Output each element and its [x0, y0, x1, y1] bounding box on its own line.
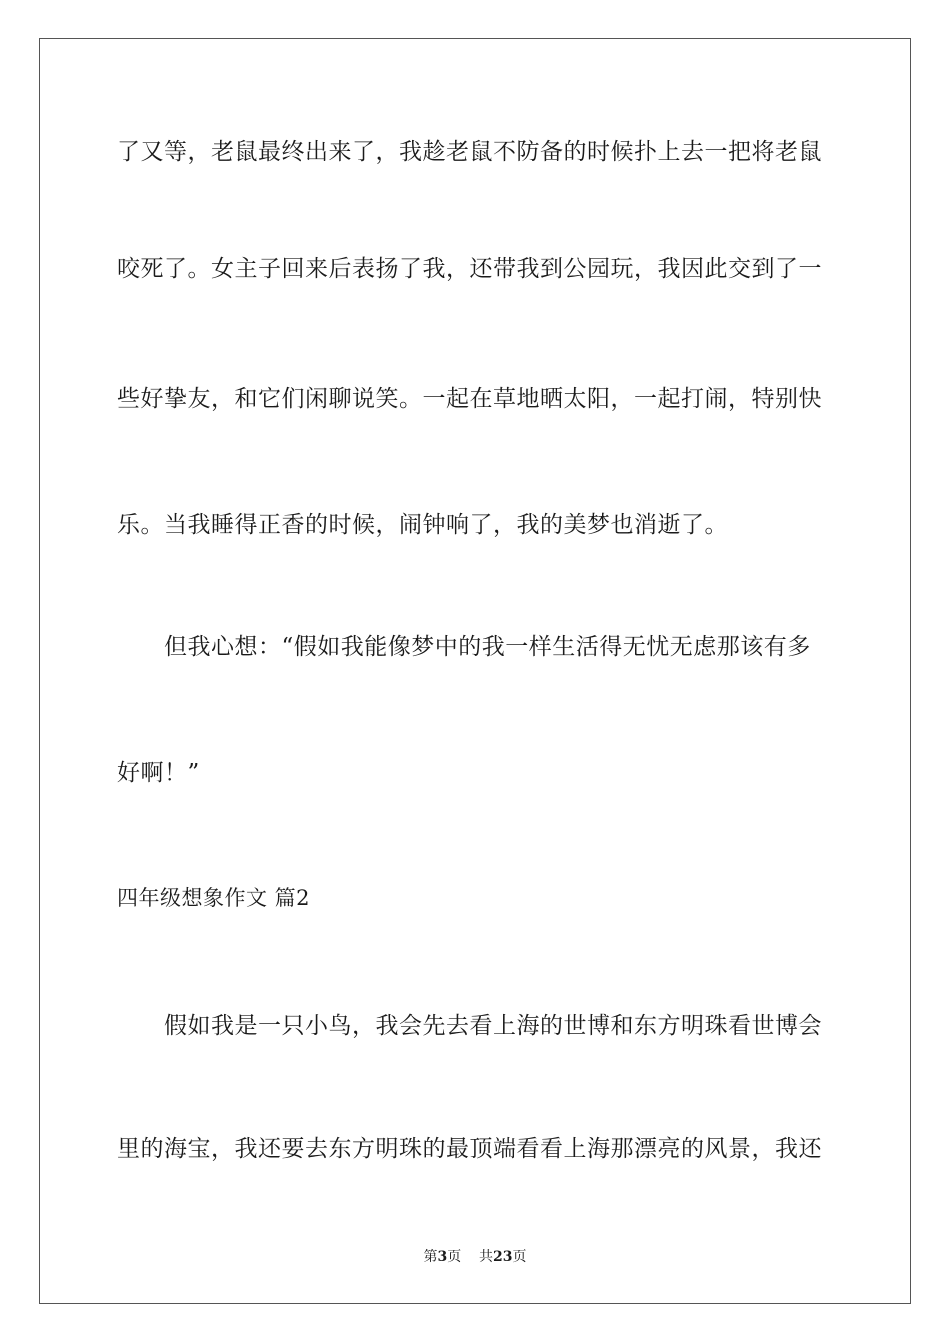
paragraph-line: 里的海宝，我还要去东方明珠的最顶端看看上海那漂亮的风景，我还 [117, 1136, 822, 1162]
page-footer [0, 1248, 950, 1266]
paragraph-line: 但我心想：“假如我能像梦中的我一样生活得无忧无虑那该有多 [117, 634, 811, 660]
paragraph-line: 好啊！” [117, 760, 200, 786]
page-total: 23 [493, 1249, 513, 1265]
paragraph-line: 乐。当我睡得正香的时候，闹钟响了，我的美梦也消逝了。 [117, 512, 728, 538]
paragraph-line: 了又等，老鼠最终出来了，我趁老鼠不防备的时候扑上去一把将老鼠 [117, 139, 822, 165]
paragraph-line: 假如我是一只小鸟，我会先去看上海的世博和东方明珠看世博会 [117, 1013, 822, 1039]
page-border [39, 38, 911, 1304]
page-current: 3 [437, 1249, 448, 1265]
page-suffix: 页 [447, 1249, 462, 1265]
total-suffix: 页 [512, 1249, 527, 1265]
page-prefix: 第 [423, 1249, 438, 1265]
section-heading: 四年级想象作文 篇2 [117, 886, 311, 910]
paragraph-line: 些好挚友，和它们闲聊说笑。一起在草地晒太阳，一起打闹，特别快 [117, 386, 822, 412]
total-prefix: 共 [479, 1249, 494, 1265]
paragraph-line: 咬死了。女主子回来后表扬了我，还带我到公园玩，我因此交到了一 [117, 256, 822, 282]
